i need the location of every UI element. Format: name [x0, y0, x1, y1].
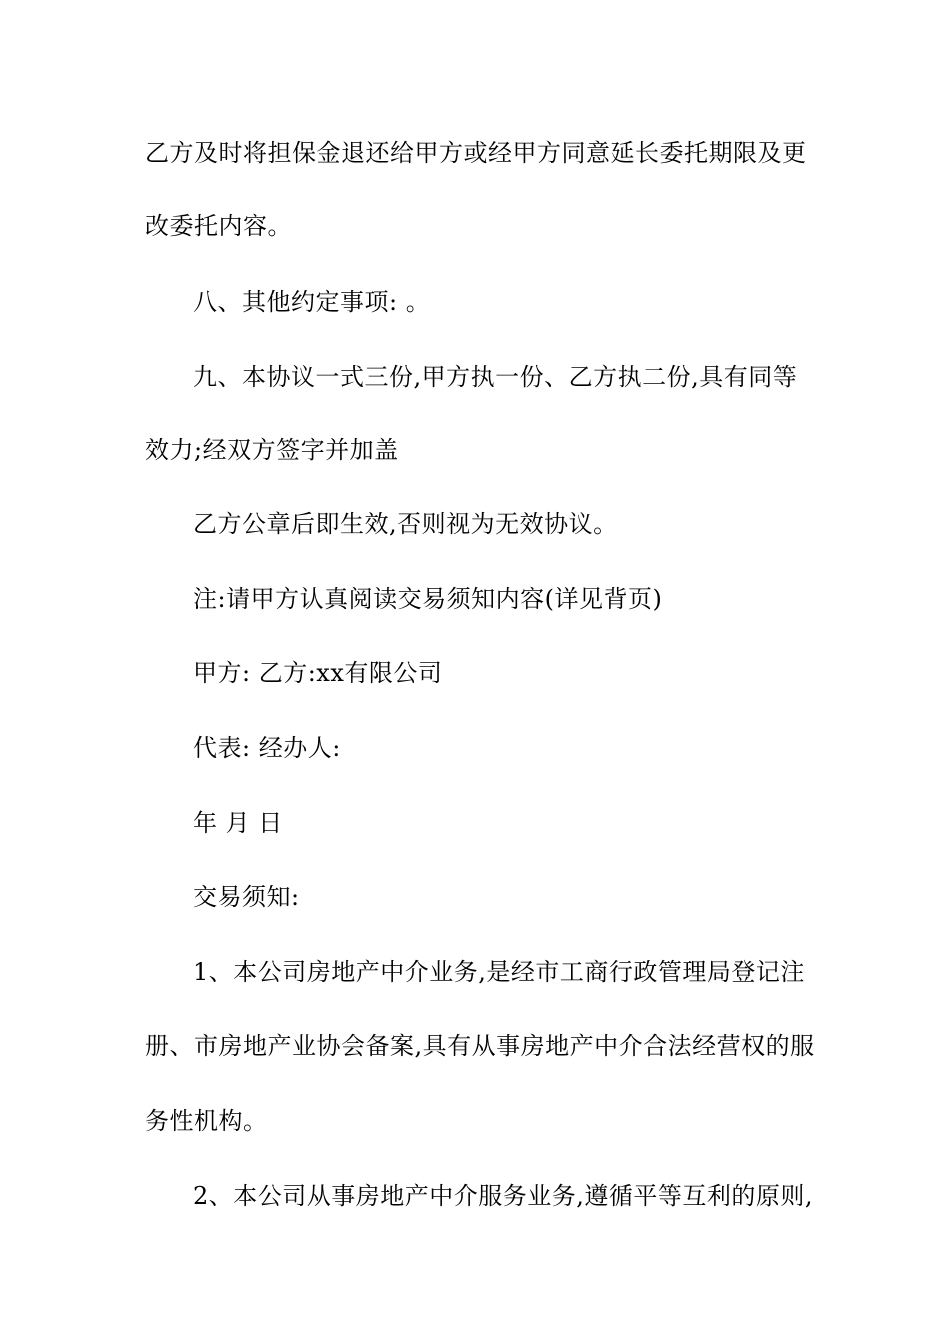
paragraph-line: 乙方及时将担保金退还给甲方或经甲方同意延长委托期限及更	[145, 139, 807, 167]
paragraph-line: 交易须知:	[193, 883, 300, 911]
paragraph-line: 1、本公司房地产中介业务,是经市工商行政管理局登记注	[193, 958, 805, 986]
paragraph-line: 八、其他约定事项: 。	[193, 288, 431, 316]
paragraph-line: 九、本协议一式三份,甲方执一份、乙方执二份,具有同等	[193, 363, 798, 391]
paragraph-line: 效力;经双方签字并加盖	[145, 436, 399, 464]
paragraph-line: 乙方公章后即生效,否则视为无效协议。	[193, 510, 618, 538]
paragraph-line: 甲方: 乙方:xx有限公司	[193, 659, 443, 687]
paragraph-line: 改委托内容。	[145, 212, 292, 240]
paragraph-line: 注:请甲方认真阅读交易须知内容(详见背页)	[193, 585, 663, 613]
paragraph-line: 代表: 经办人:	[193, 734, 341, 762]
paragraph-line: 务性机构。	[145, 1107, 268, 1135]
paragraph-line: 年 月 日	[193, 809, 283, 837]
paragraph-line: 册、市房地产业协会备案,具有从事房地产中介合法经营权的服	[145, 1032, 815, 1060]
paragraph-line: 2、本公司从事房地产中介服务业务,遵循平等互利的原则,	[193, 1182, 814, 1210]
